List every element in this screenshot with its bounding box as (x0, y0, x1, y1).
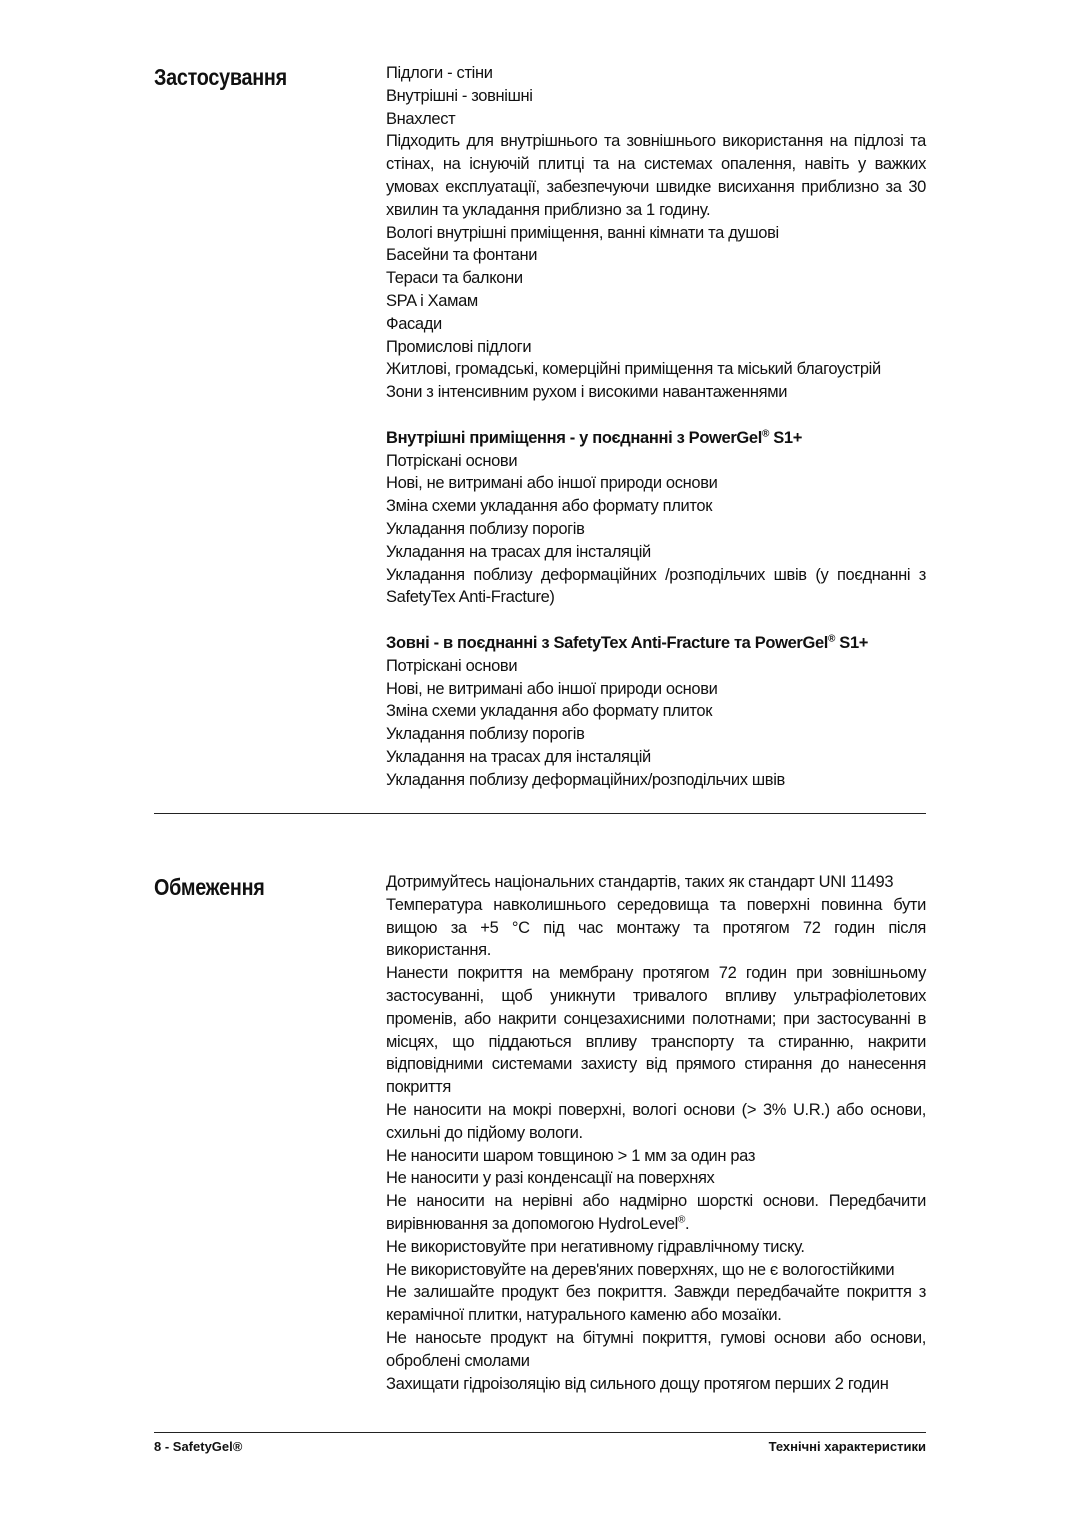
outdoor-item: Зміна схеми укладання або формату плиток (386, 702, 713, 721)
use-item: Вологі внутрішні приміщення, ванні кімнати та душові (386, 223, 779, 242)
outdoor-item: Укладання поблизу порогів (386, 725, 585, 744)
use-item: Фасади (386, 314, 442, 333)
limitation-item: Температура навколишнього середовища та поверхні повинна бути вищою за +5 °C під час монтажу та протягом 72 годин після використання. (386, 895, 926, 960)
limitation-item: Не наносьте продукт на бітумні покриття, гумові основи або основи, оброблені смолами (386, 1328, 926, 1370)
footer-section-label: Технічні характеристики (768, 1439, 926, 1454)
footer-page-label: 8 - SafetyGel® (154, 1439, 243, 1454)
indoor-subheading-text: Внутрішні приміщення - у поєднанні з PowerGel (386, 428, 762, 447)
limitation-item: Не наносити шаром товщиною > 1 мм за один раз (386, 1146, 756, 1165)
spacer (386, 609, 926, 632)
indoor-item: Укладання на трасах для інсталяцій (386, 542, 651, 561)
limitation-item: Не наносити у разі конденсації на поверхнях (386, 1169, 715, 1188)
outdoor-subheading-text: Зовні - в поєднанні з SafetyTex Anti-Fracture та PowerGel (386, 633, 829, 652)
outdoor-item: Укладання поблизу деформаційних/розподільчих швів (386, 770, 785, 789)
intro-paragraph: Підходить для внутрішнього та зовнішнього використання на підлозі та стінах, на існуючій плитці та на системах опалення, навіть у важких умовах експлуатації, забезпечуючи швидке висихання приблизно за 30 хвилин та укладання приблизно за 1 годину. (386, 132, 926, 219)
registered-mark: ® (678, 1214, 686, 1226)
limitation-item: Не залишайте продукт без покриття. Завжди передбачайте покриття з керамічної плитки, натурального каменю або мозаїки. (386, 1283, 926, 1325)
use-item: Зони з інтенсивним рухом і високими навантаженнями (386, 383, 788, 402)
limitation-item: Нанести покриття на мембрану протягом 72 годин при зовнішньому застосуванні, щоб уникнути тривалого впливу ультрафіолетових променів, або накрити сонцезахисними полотнами; при застосуванні в місцях, що піддаються впливу транспорту та стиранню, накрити відповідними системами захисту від прямого стирання до нанесення покриття (386, 964, 926, 1097)
hydrolevel-text: Не наносити на нерівні або надмірно шорсткі основи. Передбачити вирівнювання за допомогою HydroLevel (386, 1192, 926, 1233)
indoor-subheading (386, 427, 926, 450)
footer-divider (154, 1432, 926, 1433)
applications-body (386, 62, 926, 792)
intro-line: Підлоги - стіни (386, 64, 493, 82)
use-item: Житлові, громадські, комерційні приміщення та міський благоустрій (386, 360, 881, 379)
indoor-item: Нові, не витримані або іншої природи основи (386, 474, 718, 493)
indoor-item: Укладання поблизу деформаційних /розподільчих швів (у поєднанні з SafetyTex Anti-Fracture) (386, 565, 926, 607)
outdoor-item: Укладання на трасах для інсталяцій (386, 747, 651, 766)
limitations-body (386, 871, 926, 1395)
outdoor-subheading (386, 632, 926, 655)
registered-mark: ® (828, 633, 836, 645)
intro-line: Внахлест (386, 109, 456, 128)
outdoor-item: Потріскані основи (386, 656, 518, 675)
limitation-item-hydrolevel (386, 1190, 926, 1236)
indoor-subheading-suffix: S1+ (769, 428, 803, 447)
outdoor-subheading-suffix: S1+ (835, 633, 869, 652)
indoor-item: Зміна схеми укладання або формату плиток (386, 497, 713, 516)
limitation-item: Не використовуйте на дерев'яних поверхнях, що не є вологостійкими (386, 1260, 895, 1279)
registered-mark: ® (761, 428, 770, 440)
limitation-item: Дотримуйтесь національних стандартів, таких як стандарт UNI 11493 (386, 873, 894, 891)
spacer (386, 404, 926, 427)
hydrolevel-suffix: . (685, 1214, 690, 1233)
outdoor-item: Нові, не витримані або іншої природи основи (386, 679, 718, 698)
use-item: SPA і Хамам (386, 291, 478, 310)
limitation-item: Не використовуйте при негативному гідравлічному тиску. (386, 1237, 805, 1256)
indoor-item: Потріскані основи (386, 451, 518, 470)
indoor-item: Укладання поблизу порогів (386, 519, 585, 538)
limitations-title: Обмеження (154, 874, 265, 900)
applications-title: Застосування (154, 64, 287, 90)
limitation-item: Не наносити на мокрі поверхні, вологі основи (> 3% U.R.) або основи, схильні до підйому вологи. (386, 1100, 926, 1142)
use-item: Промислові підлоги (386, 337, 532, 356)
limitation-item: Захищати гідроізоляцію від сильного дощу протягом перших 2 годин (386, 1374, 889, 1393)
use-item: Басейни та фонтани (386, 246, 538, 265)
section-divider (154, 813, 926, 814)
use-item: Тераси та балкони (386, 269, 523, 288)
intro-line: Внутрішні - зовнішні (386, 86, 533, 105)
